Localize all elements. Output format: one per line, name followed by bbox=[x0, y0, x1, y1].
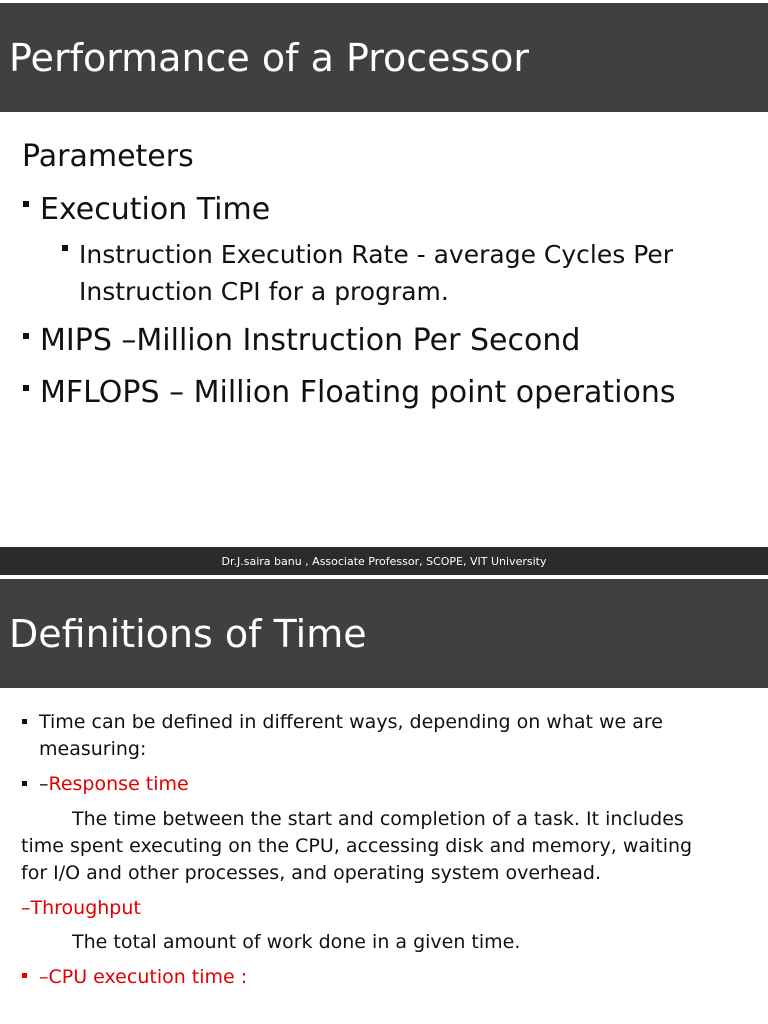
bullet-marker bbox=[22, 973, 27, 978]
bullet-marker bbox=[22, 781, 27, 786]
bullet-marker bbox=[23, 385, 29, 391]
sub-bullet-marker bbox=[62, 245, 68, 251]
sub-bullet-line2: Instruction CPI for a program. bbox=[79, 277, 449, 306]
bullet-marker bbox=[22, 719, 27, 724]
sub-bullet-line1: Instruction Execution Rate - average Cycles Per bbox=[79, 240, 674, 269]
slide-definitions-of-time bbox=[0, 579, 768, 1024]
definition-line2: measuring: bbox=[39, 738, 147, 760]
cpu-execution-time-label: –CPU execution time : bbox=[39, 966, 248, 988]
response-desc-line1: The time between the start and completion of a task. It includes bbox=[72, 808, 684, 830]
bullet-mflops: MFLOPS – Million Floating point operations bbox=[40, 375, 676, 410]
bullet-marker bbox=[23, 201, 29, 207]
bullet-mips: MIPS –Million Instruction Per Second bbox=[40, 323, 581, 358]
parameters-heading: Parameters bbox=[22, 139, 194, 174]
bullet-execution-time: Execution Time bbox=[40, 192, 271, 227]
response-time-label: Response time bbox=[48, 773, 189, 795]
bullet-marker bbox=[23, 333, 29, 339]
definition-line1: Time can be defined in different ways, depending on what we are bbox=[39, 711, 663, 733]
slide-title: Definitions of Time bbox=[0, 579, 768, 688]
response-time-item bbox=[39, 771, 189, 798]
response-desc-line2: time spent executing on the CPU, accessing disk and memory, waiting bbox=[21, 835, 693, 857]
throughput-desc: The total amount of work done in a given time. bbox=[72, 931, 521, 953]
slide-footer: Dr.J.saira banu , Associate Professor, SCOPE, VIT University bbox=[0, 547, 768, 575]
response-dash: – bbox=[39, 773, 49, 795]
response-desc-line3: for I/O and other processes, and operating system overhead. bbox=[21, 862, 602, 884]
throughput-label: –Throughput bbox=[21, 897, 141, 919]
slide-title: Performance of a Processor bbox=[0, 3, 768, 112]
